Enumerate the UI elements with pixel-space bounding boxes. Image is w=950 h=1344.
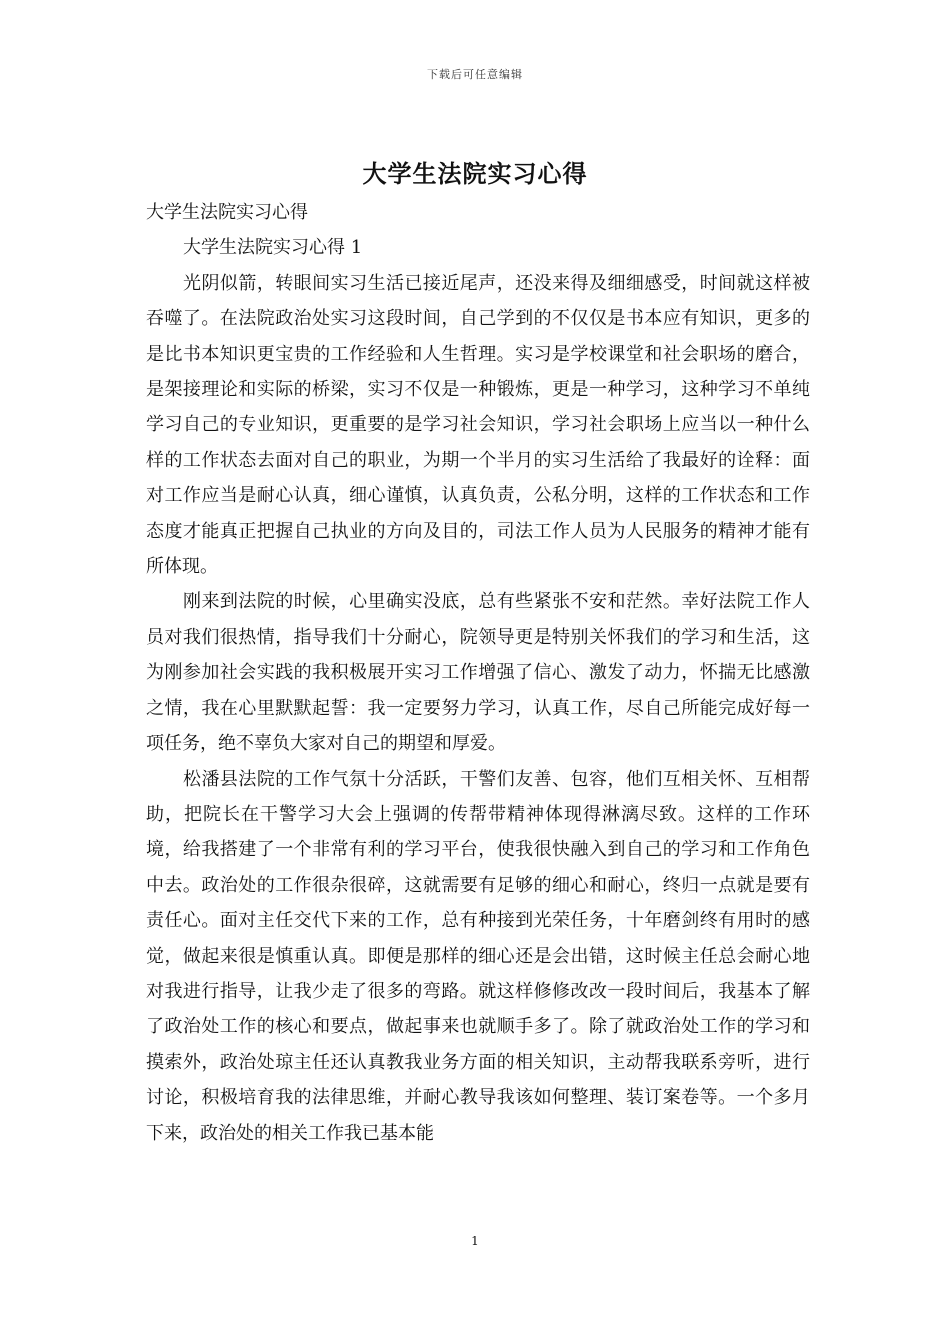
paragraph-3: 松潘县法院的工作气氛十分活跃，干警们友善、包容，他们互相关怀、互相帮助，把院长在干警学习大会上强调的传帮带精神体现得淋漓尽致。这样的工作环境，给我搭建了一个非常有利的学习平台，使我很快融入到自己的学习和工作角色中去。政治处的工作很杂很碎，这就需要有足够的细心和耐心，终归一点就是要有责任心。面对主任交代下来的工作，总有种接到光荣任务，十年磨剑终有用时的感觉，做起来很是慎重认真。即便是那样的细心还是会出错，这时候主任总会耐心地对我进行指导，让我少走了很多的弯路。就这样修修改改一段时间后，我基本了解了政治处工作的核心和要点，做起事来也就顺手多了。除了就政治处工作的学习和摸索外，政治处琼主任还认真教我业务方面的相关知识，主动帮我联系旁听，进行讨论，积极培育我的法律思维，并耐心教导我该如何整理、装订案卷等。一个多月下来，政治处的相关工作我已基本能: [146, 768, 810, 1144]
document-subtitle: 大学生法院实习心得: [146, 202, 308, 223]
header-note: 下载后可任意编辑: [427, 68, 523, 81]
document-title: 大学生法院实习心得: [362, 159, 588, 188]
section-heading: 大学生法院实习心得 1: [183, 237, 363, 259]
document-body: [146, 195, 810, 1151]
paragraph-2: 刚来到法院的时候，心里确实没底，总有些紧张不安和茫然。幸好法院工作人员对我们很热情，指导我们十分耐心，院领导更是特别关怀我们的学习和生活，这为刚参加社会实践的我积极展开实习工作增强了信心、激发了动力，怀揣无比感激之情，我在心里默默起誓：我一定要努力学习，认真工作，尽自己所能完成好每一项任务，绝不辜负大家对自己的期望和厚爱。: [146, 591, 810, 755]
page-number: 1: [471, 1234, 479, 1248]
paragraph-1: 光阴似箭，转眼间实习生活已接近尾声，还没来得及细细感受，时间就这样被吞噬了。在法院政治处实习这段时间，自己学到的不仅仅是书本应有知识，更多的是比书本知识更宝贵的工作经验和人生哲理。实习是学校课堂和社会职场的磨合，是架接理论和实际的桥梁，实习不仅是一种锻炼，更是一种学习，这种学习不单纯学习自己的专业知识，更重要的是学习社会知识，学习社会职场上应当以一种什么样的工作状态去面对自己的职业，为期一个半月的实习生活给了我最好的诠释：面对工作应当是耐心认真，细心谨慎，认真负责，公私分明，这样的工作状态和工作态度才能真正把握自己执业的方向及目的，司法工作人员为人民服务的精神才能有所体现。: [146, 272, 810, 578]
